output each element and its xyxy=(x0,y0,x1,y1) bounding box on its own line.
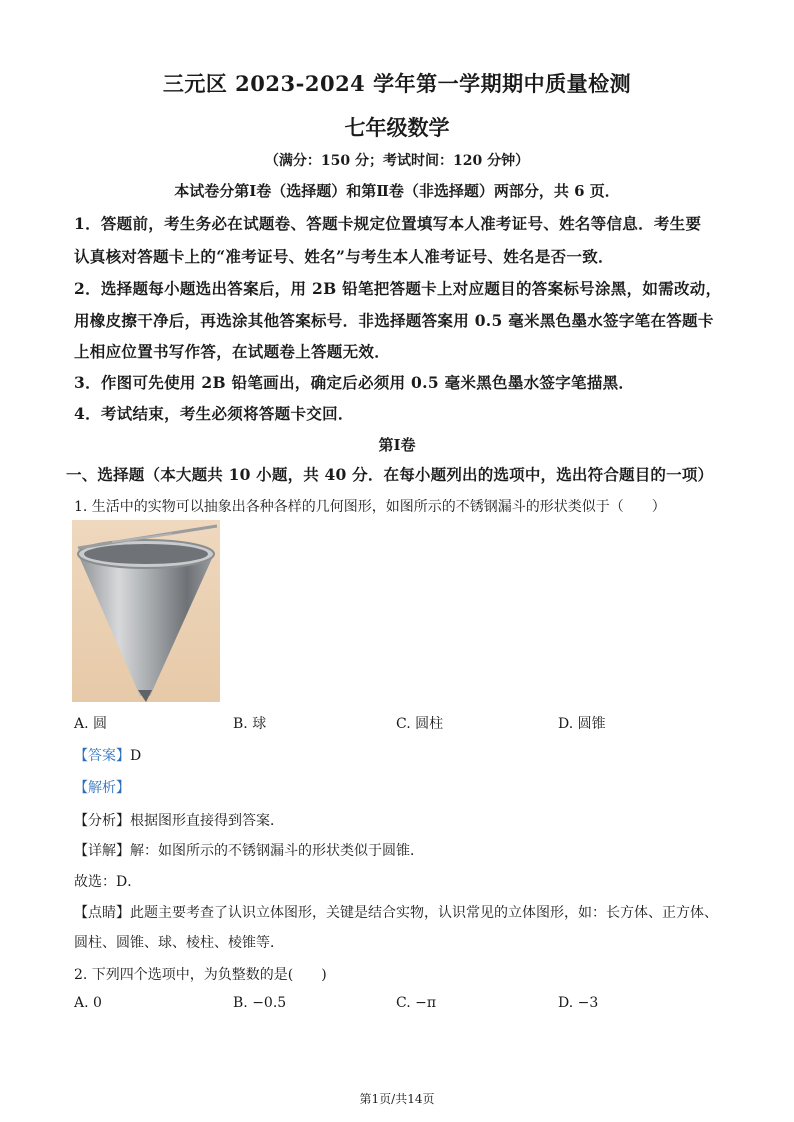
question-1-stem: 1. 生活中的实物可以抽象出各种各样的几何图形，如图所示的不锈钢漏斗的形状类似于（ ） xyxy=(74,499,666,515)
instruction-line: 用橡皮擦干净后，再选涂其他答案标号．非选择题答案用 0.5 毫米黑色墨水签字笔在答题卡 xyxy=(74,311,714,330)
exam-title: 三元区 2023-2024 学年第一学期期中质量检测 xyxy=(162,71,632,96)
q1-answer xyxy=(74,745,141,765)
instruction-line: 4．考试结束，考生必须将答题卡交回． xyxy=(74,404,354,423)
question-2-stem: 2. 下列四个选项中，为负整数的是( ) xyxy=(74,967,327,983)
q1-dianjing-cont: 圆柱、圆锥、球、棱柱、棱锥等． xyxy=(74,935,284,951)
q1-option-d: D. 圆锥 xyxy=(558,716,606,732)
instruction-line: 1．答题前，考生务必在试题卷、答题卡规定位置填写本人准考证号、姓名等信息．考生要 xyxy=(74,214,702,233)
q2-option-b: B. −0.5 xyxy=(233,995,287,1011)
page-footer: 第1页/共14页 xyxy=(359,1092,435,1106)
q2-option-d: D. −3 xyxy=(558,995,599,1011)
funnel-figure xyxy=(72,520,220,702)
instruction-line: 3．作图可先使用 2B 铅笔画出，确定后必须用 0.5 毫米黑色墨水签字笔描黑． xyxy=(74,373,635,392)
exam-structure: 本试卷分第Ⅰ卷（选择题）和第Ⅱ卷（非选择题）两部分，共 6 页． xyxy=(174,182,620,200)
q1-analysis-tag: 【解析】 xyxy=(74,780,130,796)
instruction-line: 上相应位置书写作答，在试题卷上答题无效． xyxy=(74,342,391,361)
q2-option-c: C. −π xyxy=(396,995,437,1011)
q1-fenxi: 【分析】根据图形直接得到答案． xyxy=(74,813,284,829)
q1-choice: 故选：D． xyxy=(74,874,142,890)
q2-option-a: A. 0 xyxy=(74,995,102,1011)
q1-dianjing: 【点睛】此题主要考查了认识立体图形，关键是结合实物，认识常见的立体图形，如：长方体、正方体、 xyxy=(74,905,718,921)
exam-meta: （满分：150 分；考试时间：120 分钟） xyxy=(264,153,530,169)
section-heading: 第Ⅰ卷 xyxy=(378,436,416,454)
q1-option-b: B. 球 xyxy=(233,716,267,732)
instruction-line: 2．选择题每小题选出答案后，用 2B 铅笔把答题卡上对应题目的答案标号涂黑，如需改动， xyxy=(74,279,722,298)
instruction-line: 认真核对答题卡上的“准考证号、姓名”与考生本人准考证号、姓名是否一致． xyxy=(74,247,614,266)
part-heading: 一、选择题（本大题共 10 小题，共 40 分．在每小题列出的选项中，选出符合题目的一项） xyxy=(66,465,714,484)
answer-tag: 【答案】 xyxy=(74,748,130,764)
answer-value: D xyxy=(130,748,142,764)
q1-xiangjie: 【详解】解：如图所示的不锈钢漏斗的形状类似于圆锥． xyxy=(74,843,424,859)
q1-option-c: C. 圆柱 xyxy=(396,716,444,732)
exam-subject: 七年级数学 xyxy=(344,115,450,140)
q1-option-a: A. 圆 xyxy=(74,716,108,732)
funnel-icon xyxy=(72,520,220,702)
